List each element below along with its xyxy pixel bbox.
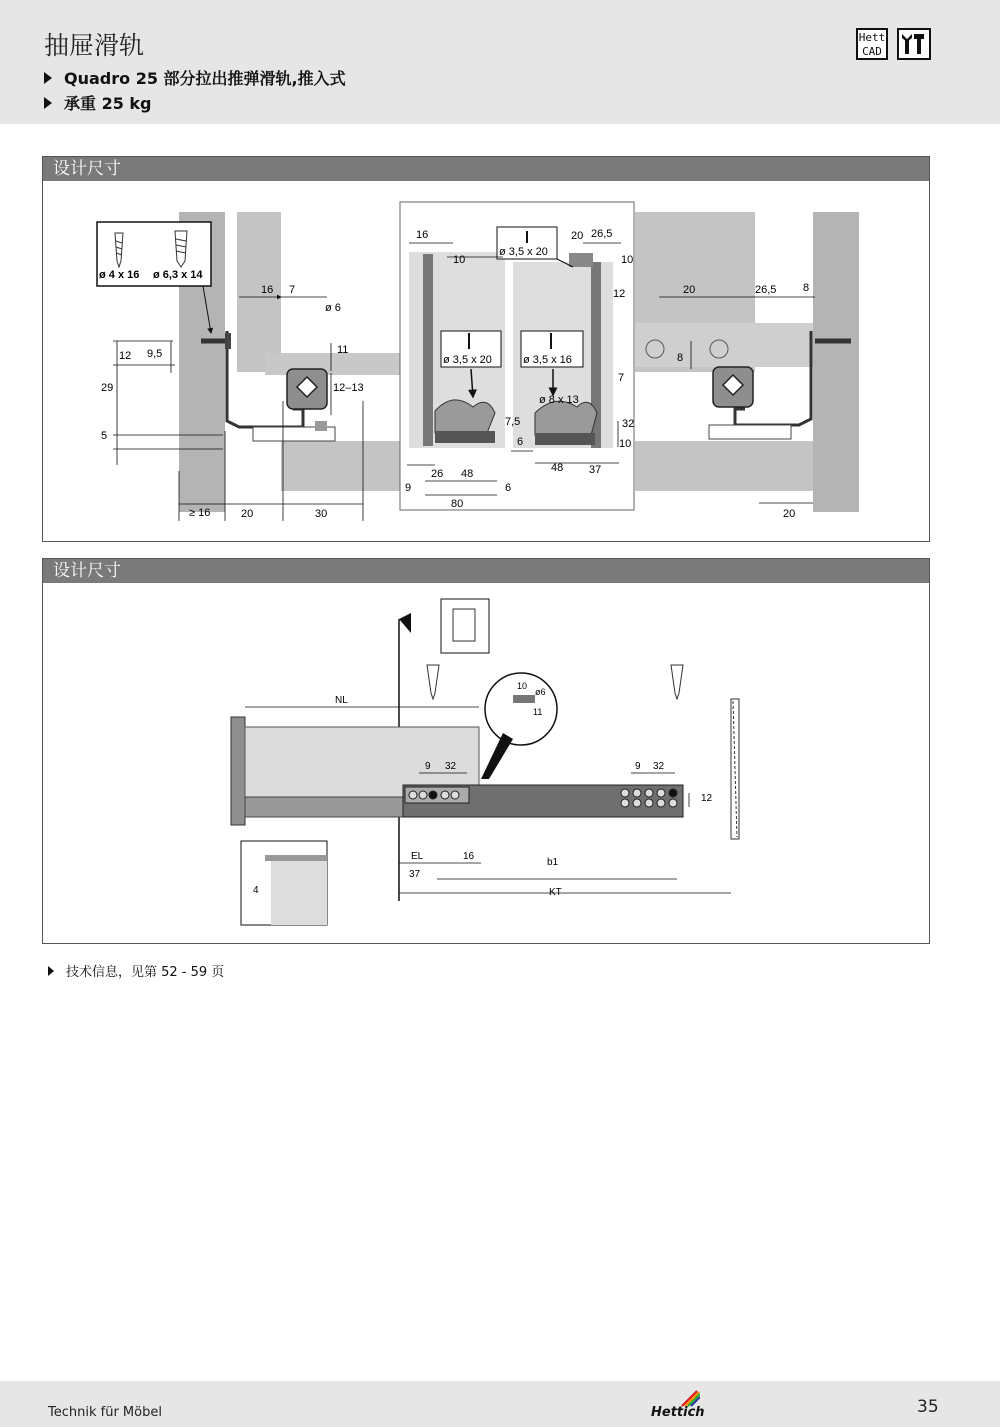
bullet-triangle-icon xyxy=(48,966,54,976)
dimension-label: 11 xyxy=(533,707,543,717)
dimension-label: 32 xyxy=(622,418,635,430)
dimension-label: 12 xyxy=(613,288,626,300)
installation-dimensions-drawing xyxy=(43,181,929,541)
dimension-label: 26 xyxy=(431,468,444,480)
bullet-triangle-icon xyxy=(44,97,52,109)
dimension-label: EL xyxy=(411,851,424,862)
drawer-front xyxy=(231,717,245,825)
dimension-label: 10 xyxy=(619,438,632,450)
subtitle-load xyxy=(44,91,152,114)
design-dimensions-section-2 xyxy=(42,558,930,944)
dimension-label: ø 6 xyxy=(325,302,341,314)
dimension-label: 26,5 xyxy=(591,228,613,240)
dimension-label: ø 3,5 x 16 xyxy=(523,354,572,366)
hettcad-badge-line2: CAD xyxy=(862,45,882,58)
design-dimensions-section-1 xyxy=(42,156,930,542)
dimension-label: 7,5 xyxy=(505,416,521,428)
section-2-heading: 设计尺寸 xyxy=(43,559,929,583)
dimension-label: 20 xyxy=(683,284,696,296)
dimension-label: 7 xyxy=(289,284,296,296)
hettich-logo-icon xyxy=(680,1387,700,1407)
dimension-label: ø6 xyxy=(535,687,546,697)
dimension-label: 5 xyxy=(101,430,108,442)
dimension-label: ø 8 x 13 xyxy=(539,394,579,406)
dimension-label: 20 xyxy=(241,508,254,520)
dimension-label: 20 xyxy=(571,230,584,242)
dimension-label: 9 xyxy=(425,761,431,772)
dimension-label: 12 xyxy=(119,350,132,362)
dimension-label: 12 xyxy=(701,793,713,804)
dimension-label: ø 3,5 x 20 xyxy=(499,246,548,258)
slide-length-drawing xyxy=(43,583,929,943)
dimension-label: 6 xyxy=(505,482,512,494)
footer-tagline: Technik für Möbel xyxy=(48,1405,162,1420)
page-number: 35 xyxy=(917,1397,939,1417)
subtitle-product-text: Quadro 25 部分拉出推弹滑轨,推入式 xyxy=(64,69,346,88)
right-cabinet-side-panel xyxy=(813,212,859,512)
hettcad-badge[interactable] xyxy=(856,28,888,60)
right-side-view xyxy=(635,212,859,520)
screw-spec-left: ø 4 x 16 xyxy=(99,269,140,281)
subtitle-product xyxy=(44,66,346,89)
dimension-label: 12–13 xyxy=(333,382,364,394)
dimension-label: 26,5 xyxy=(755,284,777,296)
page-header xyxy=(0,0,1000,124)
dimension-label: 6 xyxy=(517,436,524,448)
bullet-triangle-icon xyxy=(44,72,52,84)
dimension-label: 48 xyxy=(551,462,564,474)
dimension-label: 9 xyxy=(405,482,412,494)
dimension-label: KT xyxy=(549,887,562,898)
dimension-label: 32 xyxy=(653,761,665,772)
center-detail-view xyxy=(400,202,634,510)
dimension-label: 9,5 xyxy=(147,348,163,360)
dimension-label: 4 xyxy=(253,885,259,896)
dimension-label: 20 xyxy=(783,508,796,520)
dimension-label: 16 xyxy=(463,851,475,862)
dimension-label: NL xyxy=(335,695,348,706)
dimension-label: b1 xyxy=(547,857,559,868)
tech-info-note-text: 技术信息，见第 52 - 59 页 xyxy=(66,965,225,980)
dimension-label: 48 xyxy=(461,468,474,480)
hettcad-badge-line1: Hett xyxy=(858,31,886,44)
dimension-label: 32 xyxy=(445,761,457,772)
tech-info-note xyxy=(48,961,224,980)
dimension-label: 37 xyxy=(409,869,421,880)
section-1-heading: 设计尺寸 xyxy=(43,157,929,181)
dimension-label: 16 xyxy=(416,229,429,241)
hettich-logo-text: Hettich xyxy=(651,1405,705,1420)
dimension-label: 9 xyxy=(635,761,641,772)
page-title: 抽屉滑轨 xyxy=(44,31,145,60)
dimension-label: 10 xyxy=(453,254,466,266)
dimension-label: 16 xyxy=(261,284,274,296)
dimension-label: ≥ 16 xyxy=(189,507,211,519)
dimension-label: 80 xyxy=(451,498,464,510)
dimension-label: 29 xyxy=(101,382,114,394)
dimension-label: 8 xyxy=(803,282,810,294)
subtitle-load-text: 承重 25 kg xyxy=(64,94,152,113)
tools-icon[interactable] xyxy=(897,28,931,60)
dimension-label: 8 xyxy=(677,352,684,364)
dimension-label: 11 xyxy=(337,344,349,356)
dimension-label: 37 xyxy=(589,464,602,476)
left-side-view xyxy=(179,212,415,512)
screw-spec-right: ø 6,3 x 14 xyxy=(153,269,203,281)
page-footer xyxy=(0,1381,1000,1427)
dimension-label: 7 xyxy=(618,372,625,384)
dimension-label: ø 3,5 x 20 xyxy=(443,354,492,366)
dimension-label: 10 xyxy=(621,254,634,266)
dimension-label: 30 xyxy=(315,508,328,520)
dimension-label: 10 xyxy=(517,681,528,691)
